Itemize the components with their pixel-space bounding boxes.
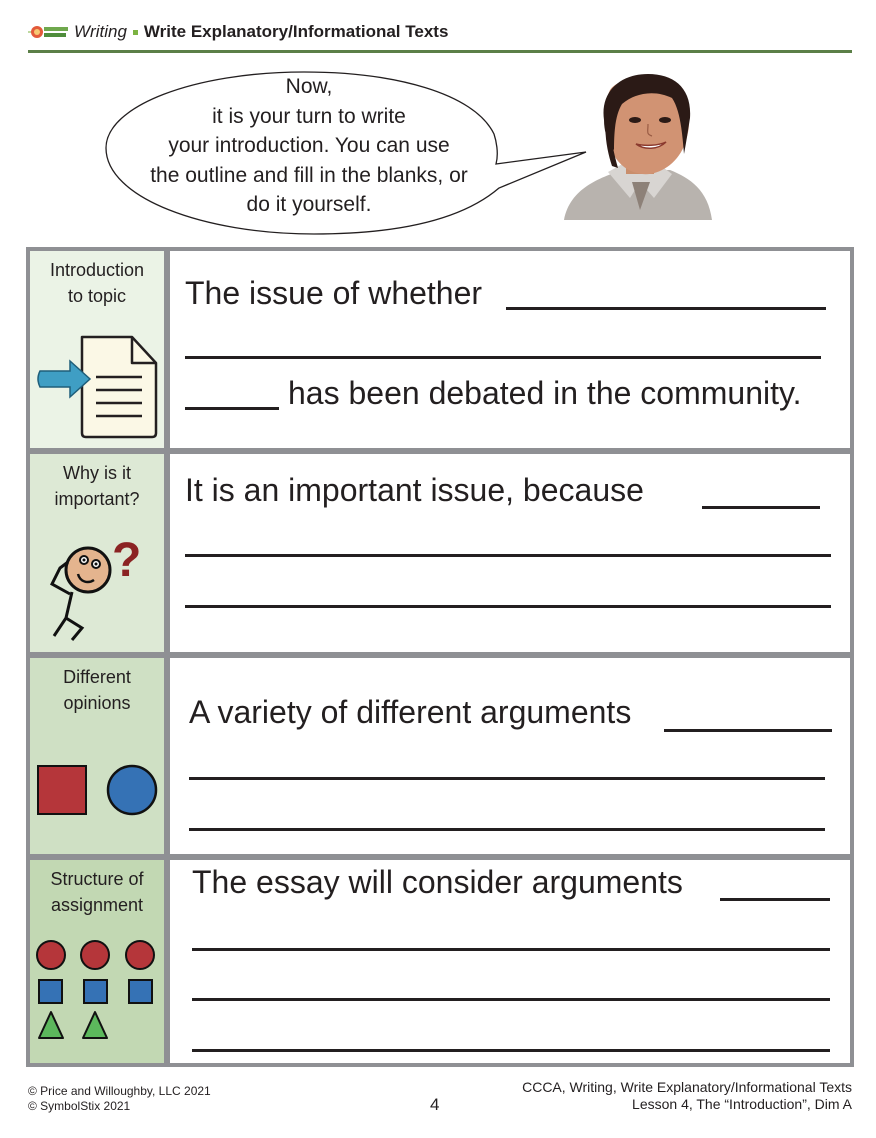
answer-blank[interactable] xyxy=(185,356,821,359)
row-label-cell xyxy=(30,251,164,448)
course-line: CCCA, Writing, Write Explanatory/Informational Texts xyxy=(522,1079,852,1095)
row-label-cell xyxy=(30,658,164,854)
teacher-portrait-icon xyxy=(560,70,716,220)
answer-blank[interactable] xyxy=(192,1049,830,1052)
prompt-text: has been debated in the community. xyxy=(288,375,802,411)
speech-line: the outline and fill in the blanks, or xyxy=(150,163,468,187)
row-label-line: important? xyxy=(54,489,140,509)
copyright-line: © SymbolStix 2021 xyxy=(28,1099,131,1113)
speech-line: it is your turn to write xyxy=(212,104,406,128)
answer-blank[interactable] xyxy=(189,777,825,780)
answer-blank[interactable] xyxy=(664,729,832,732)
row-label-line: Why is it xyxy=(62,463,131,483)
footer-copyright xyxy=(28,1084,211,1114)
row-label-cell xyxy=(30,860,164,1063)
header-separator-bullet xyxy=(133,30,138,35)
prompt-text: The issue of whether xyxy=(185,275,483,311)
row-content-cell xyxy=(170,251,850,448)
answer-blank[interactable] xyxy=(192,948,830,951)
page-header xyxy=(28,18,852,54)
outline-table xyxy=(26,247,854,1067)
row-label-cell xyxy=(30,454,164,652)
row-content-cell xyxy=(170,454,850,652)
row-label-line: assignment xyxy=(50,895,144,915)
outline-row-introduction xyxy=(30,251,850,448)
page-title: Write Explanatory/Informational Texts xyxy=(143,22,449,41)
row-label xyxy=(30,251,164,309)
prompt-text: A variety of different arguments xyxy=(189,694,632,730)
thinking-person-question-icon xyxy=(46,532,146,644)
row-content-cell xyxy=(170,658,850,854)
answer-blank[interactable] xyxy=(185,554,831,557)
row-label-line: Different xyxy=(63,667,131,687)
row-content-cell xyxy=(170,860,850,1063)
header-subject: Writing xyxy=(74,22,127,41)
row-label-line: to topic xyxy=(67,286,127,306)
shapes-grid-icon xyxy=(36,940,160,1044)
prompt-text: It is an important issue, because xyxy=(185,472,644,508)
row-label xyxy=(30,454,164,512)
speech-bubble-text xyxy=(114,72,504,220)
footer-course-info xyxy=(522,1079,852,1113)
outline-row-structure xyxy=(30,860,850,1063)
answer-blank[interactable] xyxy=(192,998,830,1001)
answer-blank[interactable] xyxy=(185,407,279,410)
row-label-line: Structure of xyxy=(50,869,144,889)
speech-bubble xyxy=(104,68,590,240)
course-line: Lesson 4, The “Introduction”, Dim A xyxy=(632,1096,852,1112)
row-label xyxy=(30,658,164,716)
copyright-line: © Price and Willoughby, LLC 2021 xyxy=(28,1084,211,1098)
answer-blank[interactable] xyxy=(189,828,825,831)
row-label-line: opinions xyxy=(63,693,131,713)
speech-line: Now, xyxy=(285,75,333,98)
prompt-text: The essay will consider arguments xyxy=(192,864,683,900)
document-arrow-icon xyxy=(36,333,158,439)
speech-line: do it yourself. xyxy=(246,193,372,216)
answer-blank[interactable] xyxy=(702,506,820,509)
svg-text:?: ? xyxy=(112,534,142,587)
outline-row-opinions xyxy=(30,658,850,854)
header-rule xyxy=(28,50,852,53)
page-number: 4 xyxy=(430,1095,440,1114)
special-ed-simplified-logo-icon xyxy=(28,21,70,43)
row-label xyxy=(30,860,164,918)
outline-row-importance xyxy=(30,454,850,652)
answer-blank[interactable] xyxy=(506,307,826,310)
answer-blank[interactable] xyxy=(185,605,831,608)
row-label-line: Introduction xyxy=(49,260,145,280)
square-and-circle-icon xyxy=(36,764,160,816)
speech-line: your introduction. You can use xyxy=(168,134,450,157)
answer-blank[interactable] xyxy=(720,898,830,901)
